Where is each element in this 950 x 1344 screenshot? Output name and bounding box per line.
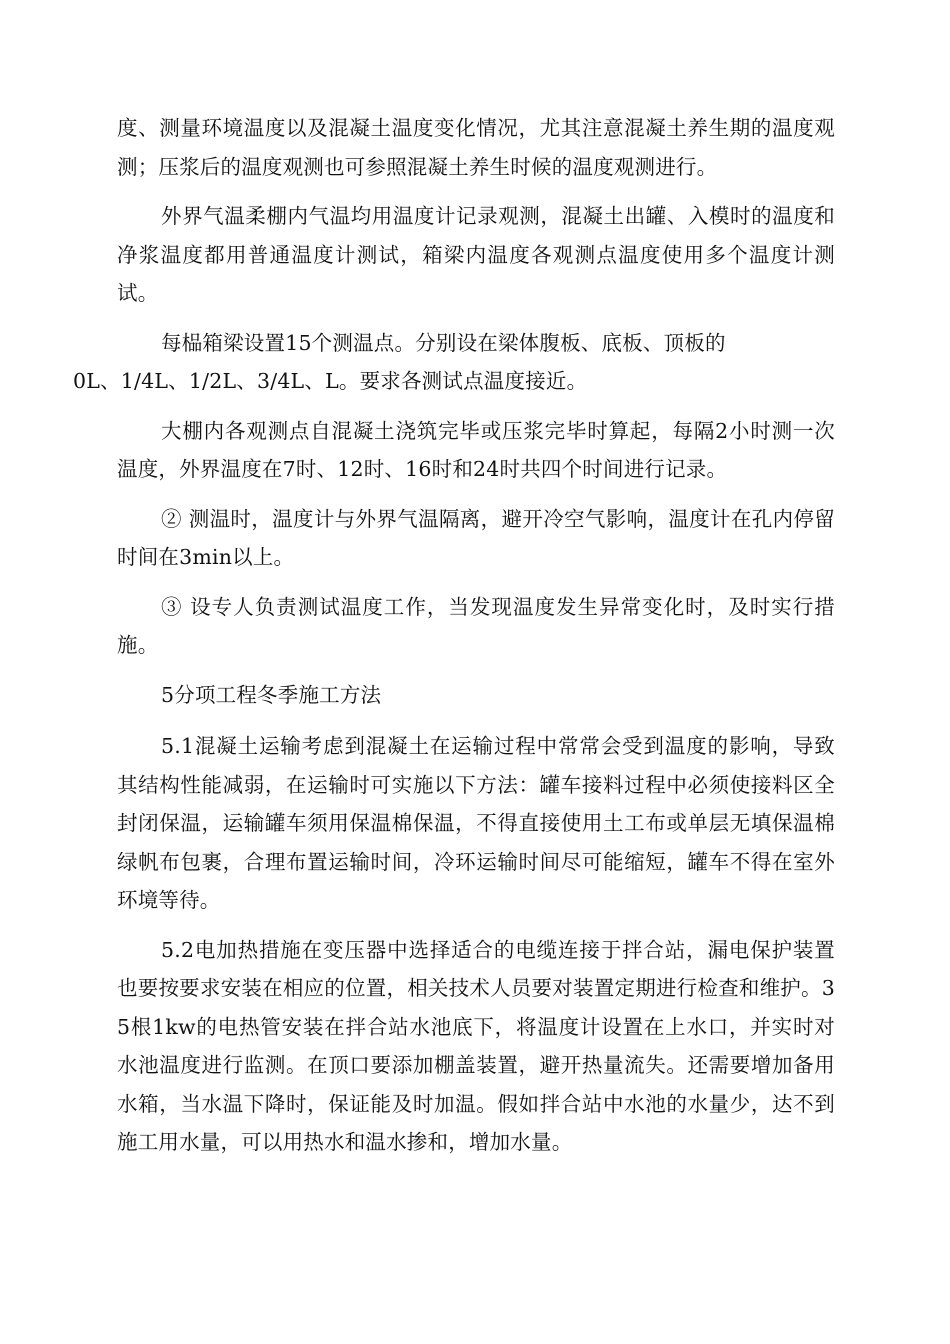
paragraph-item-2: ② 测温时，温度计与外界气温隔离，避开冷空气影响，温度计在孔内停留时间在3min以上。	[117, 506, 835, 569]
paragraph-measuring-points	[73, 324, 835, 401]
paragraph-section-5-1: 5.1混凝土运输考虑到混凝土在运输过程中常常会受到温度的影响，导致其结构性能减弱，在运输时可实施以下方法：罐车接料过程中必须使接料区全封闭保温，运输罐车须用保温棉保温，不得直接使用土工布或单层无填保温棉绿帆布包裹，合理布置运输时间，冷环运输时间尽可能缩短，罐车不得在室外环境等待。	[117, 734, 835, 912]
paragraph-section-5-2: 5.2电加热措施在变压器中选择适合的电缆连接于拌合站，漏电保护装置也要按要求安装在相应的位置，相关技术人员要对装置定期进行检查和维护。35根1kw的电热管安装在拌合站水池底下，将温度计设置在上水口，并实时对水池温度进行监测。在顶口要添加棚盖装置，避开热量流失。还需要增加备用水箱，当水温下降时，保证能及时加温。假如拌合站中水池的水量少，达不到施工用水量，可以用热水和温水掺和，增加水量。	[117, 937, 835, 1154]
measuring-points-line-2: 0L、1/4L、1/2L、3/4L、L。要求各测试点温度接近。	[73, 369, 588, 393]
paragraph-thermometer-usage: 外界气温柔棚内气温均用温度计记录观测，混凝土出罐、入模时的温度和净浆温度都用普通温度计测试，箱梁内温度各观测点温度使用多个温度计测试。	[117, 204, 835, 305]
document-page	[73, 109, 835, 1173]
paragraph-item-3: ③ 设专人负责测试温度工作，当发现温度发生异常变化时，及时实行措施。	[117, 594, 835, 657]
measuring-points-line-1: 每榀箱梁设置15个测温点。分别设在梁体腹板、底板、顶板的	[161, 330, 726, 355]
paragraph-temperature-observation: 度、测量环境温度以及混凝土温度变化情况，尤其注意混凝土养生期的温度观测；压浆后的温度观测也可参照混凝土养生时候的温度观测进行。	[117, 116, 835, 179]
paragraph-measurement-interval: 大棚内各观测点自混凝土浇筑完毕或压浆完毕时算起，每隔2小时测一次温度，外界温度在7时、12时、16时和24时共四个时间进行记录。	[117, 418, 835, 481]
section-heading-5: 5分项工程冬季施工方法	[161, 682, 382, 707]
